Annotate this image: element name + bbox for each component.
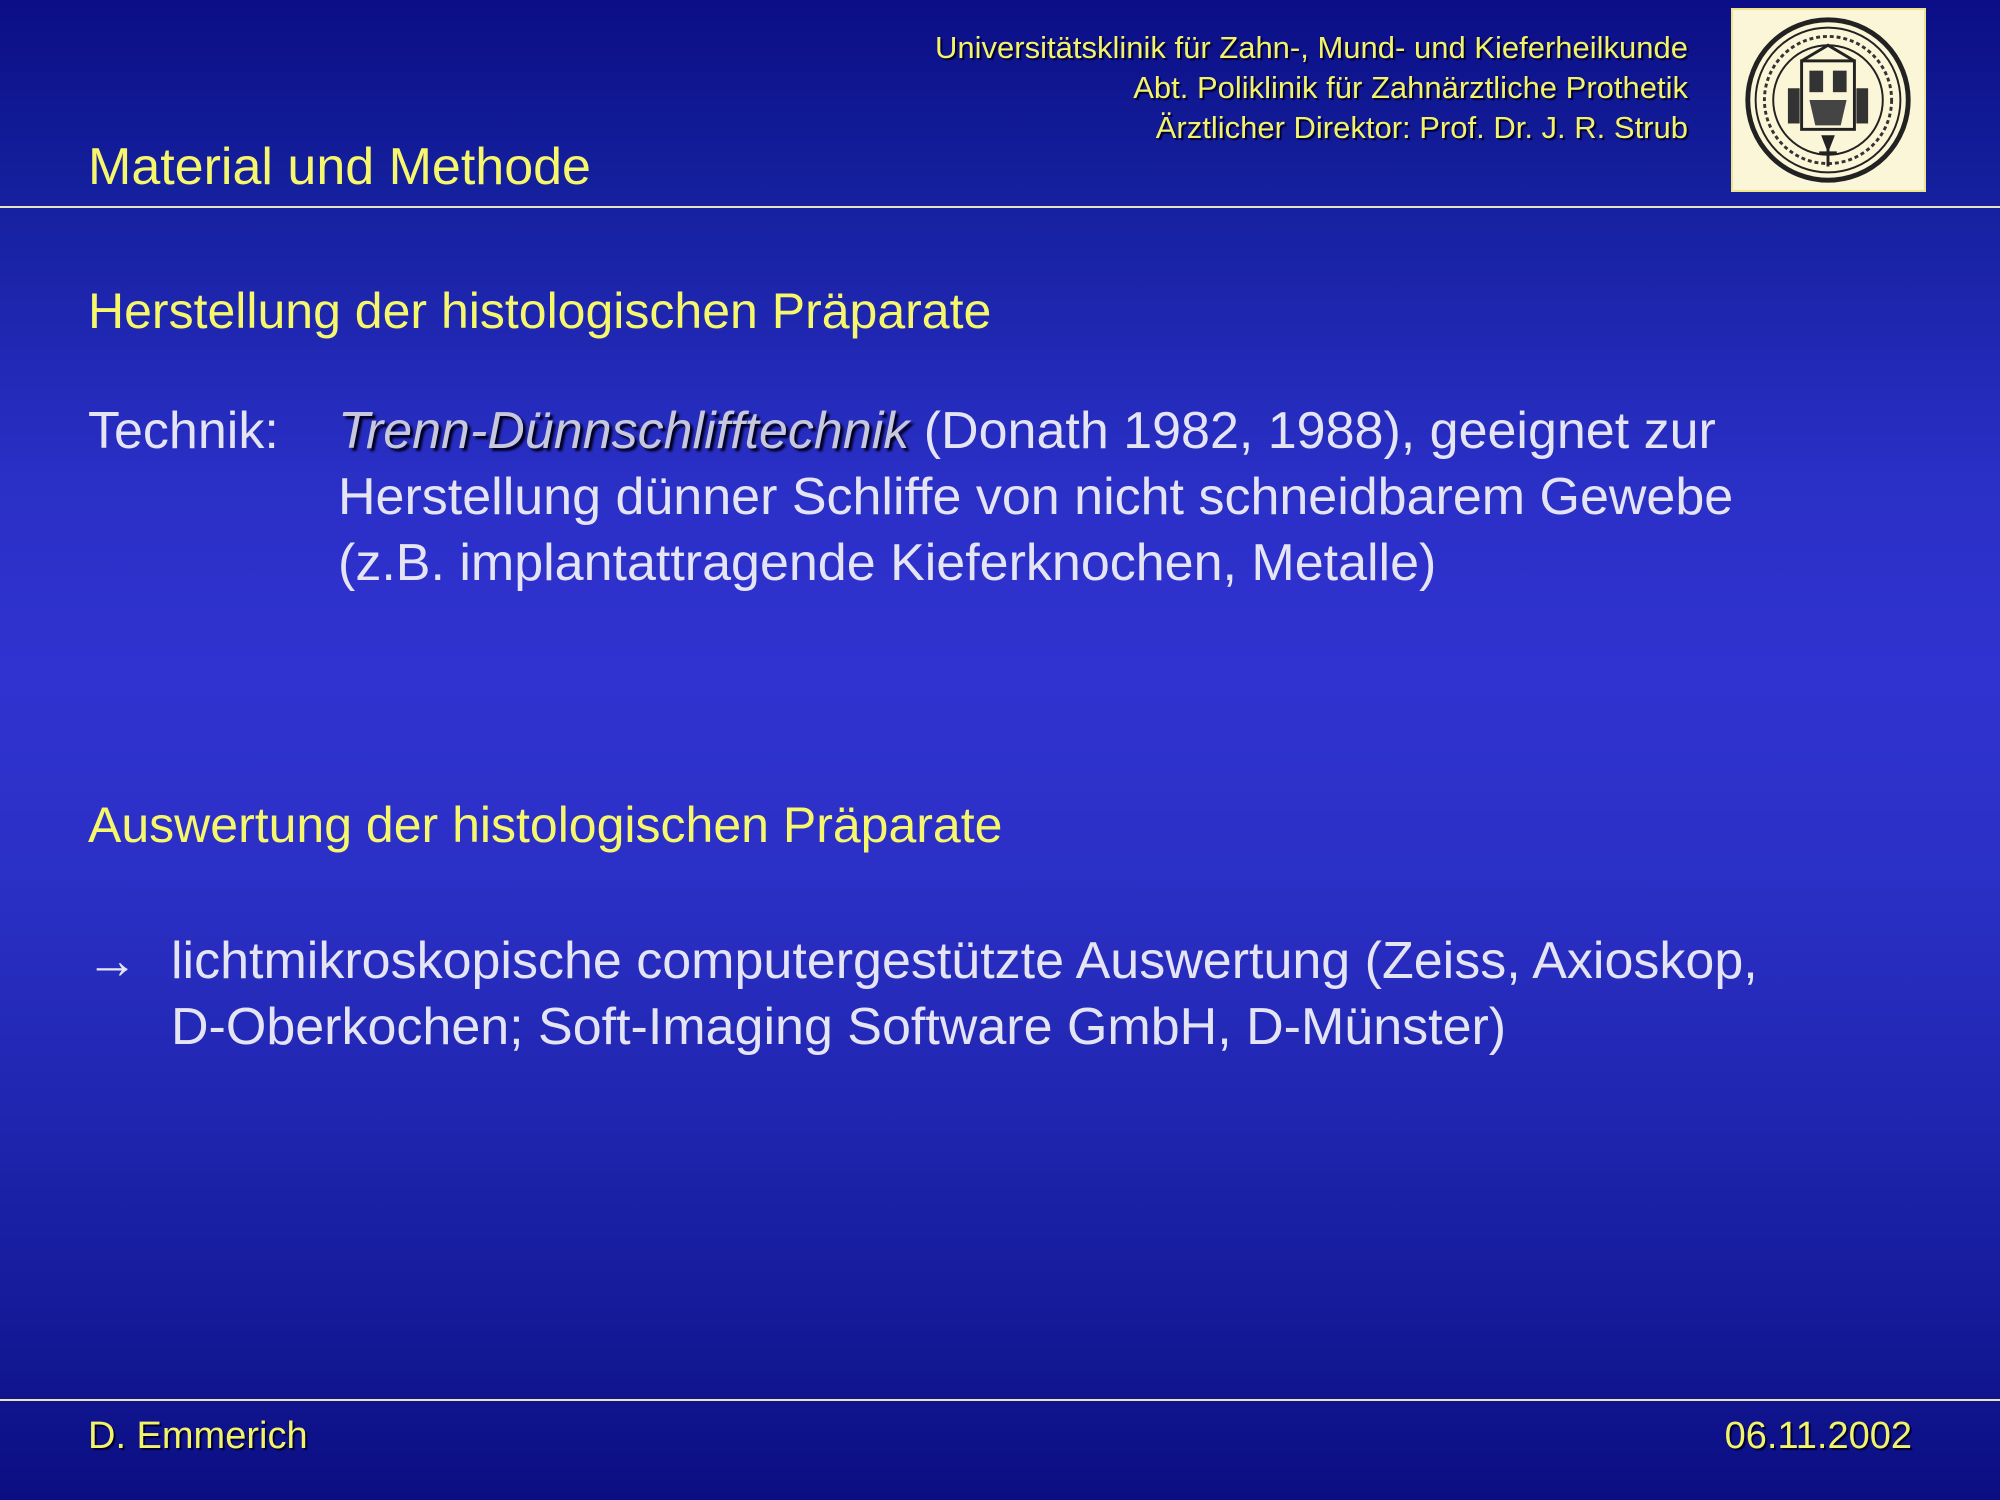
evaluation-line-2: D-Oberkochen; Soft-Imaging Software GmbH, D-Münster) — [171, 998, 1507, 1056]
technique-line-1 — [338, 398, 1733, 464]
university-seal-icon — [1731, 8, 1926, 192]
technique-name: Trenn-Dünnschlifftechnik — [338, 402, 910, 460]
institution-line-department: Abt. Poliklinik für Zahnärztliche Prothetik — [1133, 70, 1688, 105]
header-divider — [0, 206, 2000, 208]
technique-label: Technik: — [88, 402, 279, 460]
arrow-right-icon: → — [86, 932, 138, 990]
technique-line-2: Herstellung dünner Schliffe von nicht schneidbarem Gewebe — [338, 468, 1734, 526]
section-title: Material und Methode — [88, 138, 591, 196]
evaluation-line-1: lichtmikroskopische computergestützte Auswertung (Zeiss, Axioskop, — [171, 932, 1758, 990]
footer-date: 06.11.2002 — [1724, 1415, 1912, 1457]
institution-header — [935, 28, 1688, 148]
institution-line-director: Ärztlicher Direktor: Prof. Dr. J. R. Strub — [1155, 110, 1688, 145]
technique-line-3: (z.B. implantattragende Kieferknochen, Metalle) — [338, 534, 1437, 592]
evaluation-bullet — [171, 928, 1758, 1060]
institution-line-clinic: Universitätsklinik für Zahn-, Mund- und Kieferheilkunde — [935, 30, 1688, 65]
preparation-heading: Herstellung der histologischen Präparate — [88, 283, 992, 339]
evaluation-heading: Auswertung der histologischen Präparate — [88, 797, 1003, 853]
technique-description — [338, 398, 1733, 596]
footer-divider — [0, 1399, 2000, 1401]
footer-author: D. Emmerich — [88, 1415, 308, 1457]
technique-line-1-rest: (Donath 1982, 1988), geeignet zur — [909, 402, 1716, 460]
